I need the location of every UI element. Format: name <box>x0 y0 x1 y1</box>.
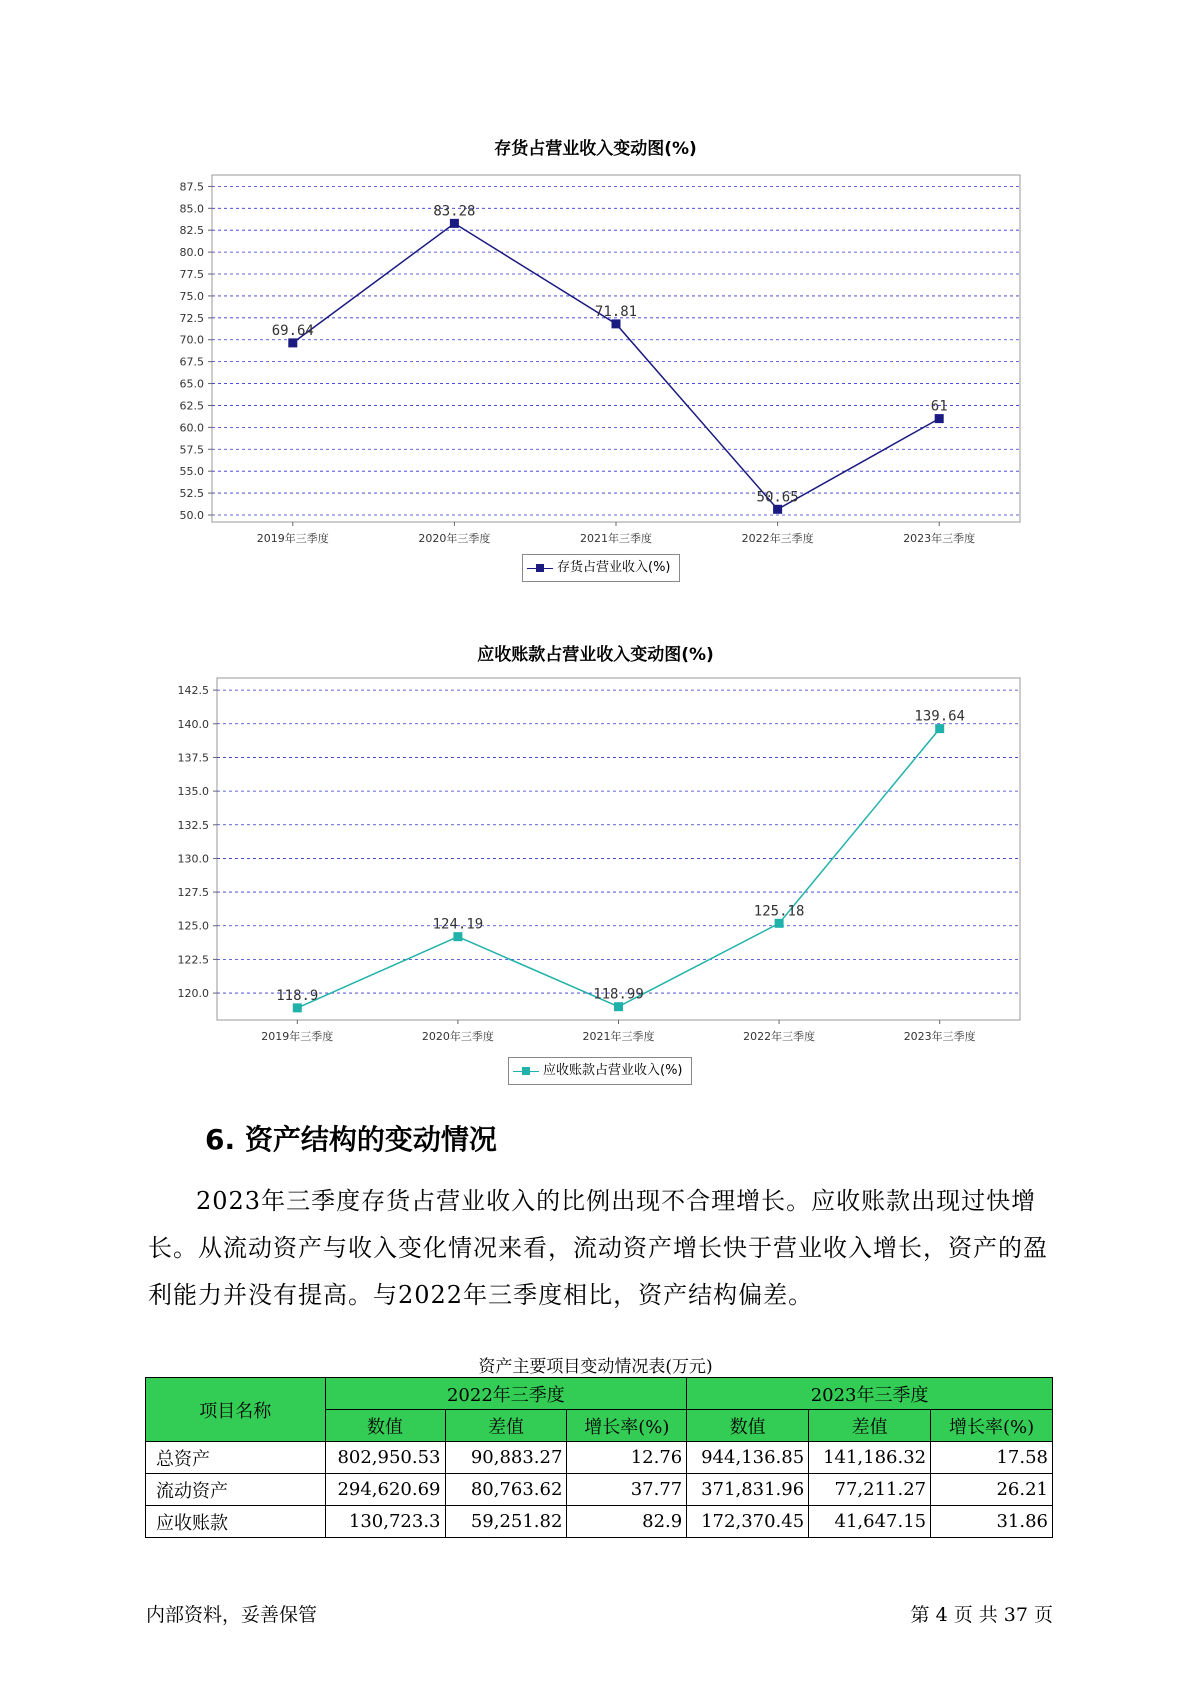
y-tick-label: 120.0 <box>177 987 209 1001</box>
data-label: 124.19 <box>432 916 484 933</box>
asset-change-table <box>145 1377 1053 1538</box>
cell: 130,723.3 <box>325 1506 445 1538</box>
y-tick-label: 52.5 <box>179 487 204 501</box>
chart-title: 存货占营业收入变动图(%) <box>494 139 697 159</box>
y-tick-label: 142.5 <box>177 684 209 698</box>
y-tick-label: 70.0 <box>179 333 204 347</box>
data-point <box>775 919 784 928</box>
y-tick-label: 80.0 <box>179 246 204 260</box>
y-tick-label: 137.5 <box>177 751 209 765</box>
data-label: 83.28 <box>433 203 476 220</box>
data-label: 118.9 <box>276 987 319 1004</box>
header-period: 2022年三季度 <box>325 1378 687 1410</box>
chart-legend <box>508 1057 692 1085</box>
cell: 26.21 <box>931 1474 1053 1506</box>
y-tick-label: 60.0 <box>179 421 204 435</box>
cell: 172,370.45 <box>687 1506 809 1538</box>
y-tick-label: 130.0 <box>177 852 209 866</box>
y-tick-label: 72.5 <box>179 311 204 325</box>
table-caption: 资产主要项目变动情况表(万元) <box>478 1357 713 1377</box>
data-label: 118.99 <box>593 986 644 1003</box>
legend-marker-icon <box>527 562 553 574</box>
cell: 80,763.62 <box>445 1474 567 1506</box>
analysis-paragraph: 2023年三季度存货占营业收入的比例出现不合理增长。应收账款出现过快增长。从流动资产与收入变化情况来看，流动资产增长快于营业收入增长，资产的盈利能力并没有提高。与2022年三季度相比，资产结构偏差。 <box>148 1187 1048 1309</box>
subheader: 数值 <box>325 1410 445 1442</box>
x-tick-label: 2020年三季度 <box>421 1030 494 1043</box>
cell: 37.77 <box>567 1474 687 1506</box>
cell: 90,883.27 <box>445 1442 567 1474</box>
data-label: 125.18 <box>753 903 805 920</box>
table-row <box>146 1506 1053 1538</box>
row-label: 总资产 <box>146 1442 326 1474</box>
subheader: 增长率(%) <box>567 1410 687 1442</box>
legend-label: 应收账款占营业收入(%) <box>543 1063 683 1078</box>
footer-confidential: 内部资料，妥善保管 <box>146 1604 318 1626</box>
cell: 802,950.53 <box>325 1442 445 1474</box>
data-point <box>935 414 944 423</box>
y-tick-label: 127.5 <box>177 886 209 900</box>
row-label: 应收账款 <box>146 1506 326 1538</box>
footer-page-number: 第 4 页 共 37 页 <box>910 1604 1053 1626</box>
data-label: 61 <box>930 398 948 415</box>
x-tick-label: 2020年三季度 <box>418 532 491 545</box>
cell: 17.58 <box>931 1442 1053 1474</box>
table-row <box>146 1474 1053 1506</box>
data-point <box>288 338 297 347</box>
subheader: 差值 <box>445 1410 567 1442</box>
plot-area <box>217 678 1020 1020</box>
x-tick-label: 2019年三季度 <box>261 1030 334 1043</box>
y-tick-label: 55.0 <box>179 465 204 479</box>
y-tick-label: 132.5 <box>177 818 209 832</box>
y-tick-label: 125.0 <box>177 919 209 933</box>
chart-title: 应收账款占营业收入变动图(%) <box>477 645 714 665</box>
data-point <box>614 1002 623 1011</box>
data-label: 50.65 <box>756 489 799 506</box>
y-tick-label: 50.0 <box>179 508 204 522</box>
x-tick-label: 2023年三季度 <box>903 532 976 545</box>
y-tick-label: 62.5 <box>179 399 204 413</box>
receivables-ratio-chart <box>0 660 1191 1043</box>
plot-area <box>212 175 1020 522</box>
table-row <box>146 1442 1053 1474</box>
data-point <box>773 505 782 514</box>
y-tick-label: 82.5 <box>179 224 204 238</box>
y-tick-label: 87.5 <box>179 180 204 194</box>
chart-legend <box>522 554 680 582</box>
subheader: 差值 <box>809 1410 931 1442</box>
cell: 294,620.69 <box>325 1474 445 1506</box>
cell: 12.76 <box>567 1442 687 1474</box>
y-tick-label: 77.5 <box>179 268 204 282</box>
y-tick-label: 57.5 <box>179 443 204 457</box>
subheader: 增长率(%) <box>931 1410 1053 1442</box>
data-label: 139.64 <box>914 708 965 725</box>
cell: 59,251.82 <box>445 1506 567 1538</box>
data-point <box>293 1003 302 1012</box>
data-label: 69.64 <box>271 322 314 339</box>
y-tick-label: 135.0 <box>177 785 209 799</box>
y-tick-label: 122.5 <box>177 953 209 967</box>
header-period: 2023年三季度 <box>687 1378 1053 1410</box>
cell: 31.86 <box>931 1506 1053 1538</box>
y-tick-label: 75.0 <box>179 289 204 303</box>
header-item-name: 项目名称 <box>146 1378 326 1442</box>
data-label: 71.81 <box>594 303 638 320</box>
cell: 371,831.96 <box>687 1474 809 1506</box>
x-tick-label: 2021年三季度 <box>580 532 652 545</box>
x-tick-label: 2022年三季度 <box>741 532 814 545</box>
x-tick-label: 2021年三季度 <box>582 1030 655 1043</box>
cell: 41,647.15 <box>809 1506 931 1538</box>
cell: 77,211.27 <box>809 1474 931 1506</box>
inventory-ratio-chart <box>0 150 1191 545</box>
section-title: 6. 资产结构的变动情况 <box>205 1123 497 1156</box>
y-tick-label: 65.0 <box>179 377 204 391</box>
subheader: 数值 <box>687 1410 809 1442</box>
cell: 141,186.32 <box>809 1442 931 1474</box>
cell: 944,136.85 <box>687 1442 809 1474</box>
x-tick-label: 2023年三季度 <box>903 1030 976 1043</box>
data-point <box>450 219 459 228</box>
data-point <box>612 319 621 328</box>
y-tick-label: 140.0 <box>177 717 209 731</box>
y-tick-label: 85.0 <box>179 202 204 216</box>
x-tick-label: 2019年三季度 <box>256 532 329 545</box>
row-label: 流动资产 <box>146 1474 326 1506</box>
data-point <box>935 724 944 733</box>
legend-marker-icon <box>513 1065 539 1077</box>
y-tick-label: 67.5 <box>179 355 204 369</box>
data-point <box>453 932 462 941</box>
legend-label: 存货占营业收入(%) <box>557 560 671 575</box>
cell: 82.9 <box>567 1506 687 1538</box>
x-tick-label: 2022年三季度 <box>743 1030 816 1043</box>
